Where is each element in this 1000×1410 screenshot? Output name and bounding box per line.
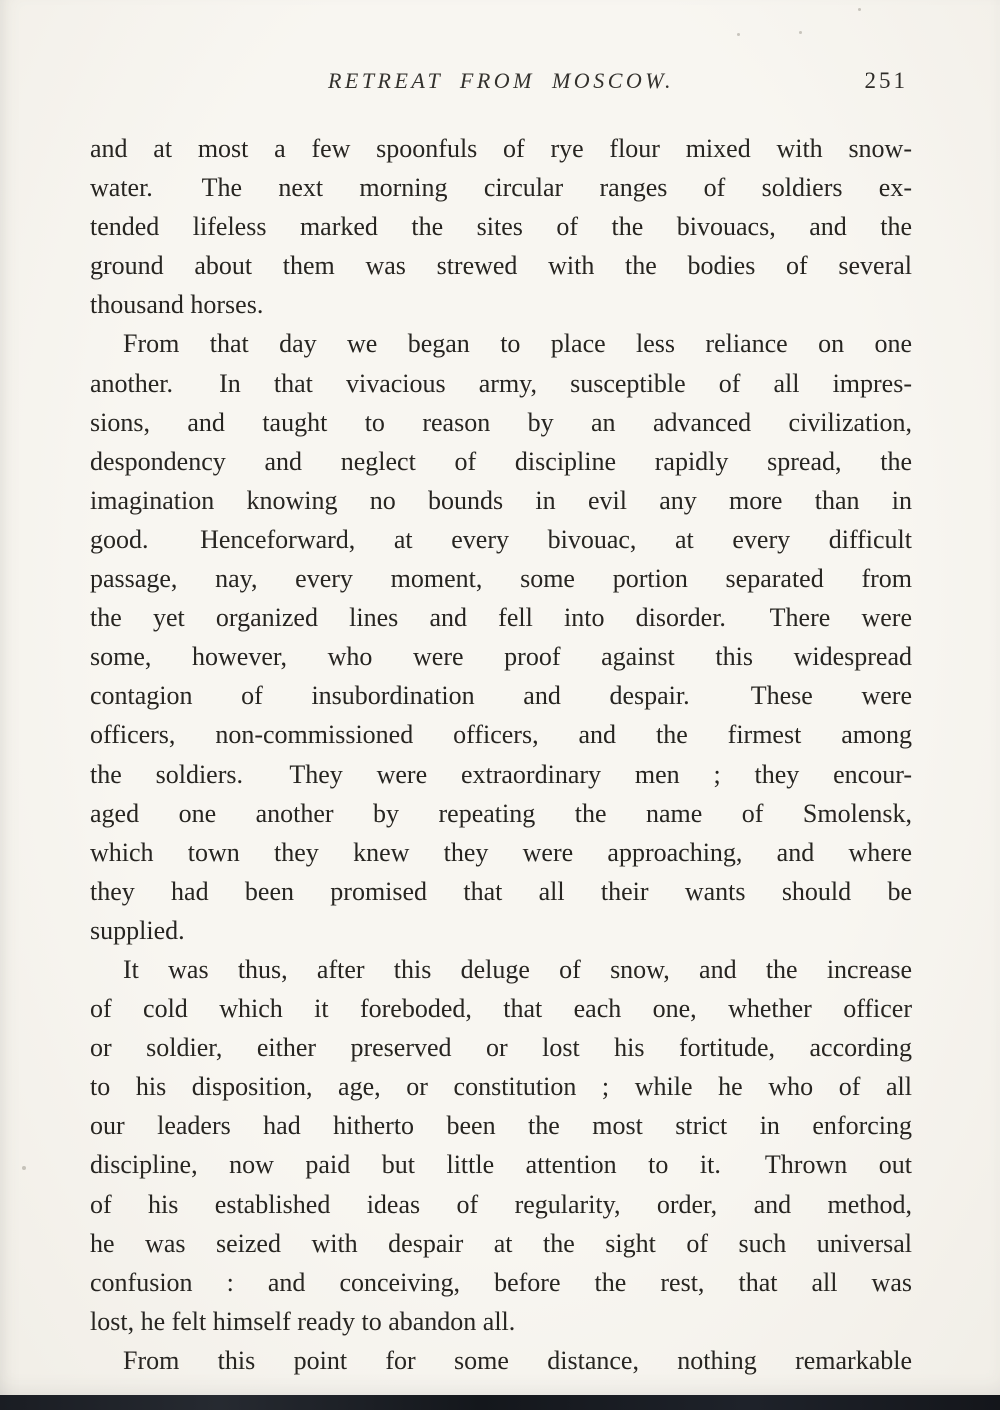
- text-line: sions, and taught to reason by an advanced civilization,: [90, 407, 912, 437]
- text-line: which town they knew they were approaching, and where: [90, 837, 912, 867]
- text-line: of his established ideas of regularity, order, and method,: [90, 1189, 912, 1219]
- scan-speck: [22, 1166, 26, 1170]
- text-line: It was thus, after this deluge of snow, and the increase: [123, 954, 912, 984]
- text-line: passage, nay, every moment, some portion separated from: [90, 564, 912, 594]
- page-header: [90, 68, 912, 102]
- text-line: the yet organized lines and fell into disorder. There were: [90, 603, 912, 633]
- text-line: our leaders had hitherto been the most strict in enforcing: [90, 1111, 912, 1141]
- text-line: and at most a few spoonfuls of rye flour mixed with snow-: [90, 134, 912, 163]
- text-line: aged one another by repeating the name of Smolensk,: [90, 798, 912, 828]
- text-line: imagination knowing no bounds in evil any more than in: [90, 485, 912, 515]
- text-line: ground about them was strewed with the bodies of several: [90, 251, 912, 281]
- scan-speck: [858, 8, 861, 11]
- scan-edge-bottom: [0, 1395, 1000, 1410]
- text-line: lost, he felt himself ready to abandon all.: [90, 1306, 516, 1336]
- text-line: contagion of insubordination and despair. These were: [90, 681, 912, 711]
- text-line: From that day we began to place less reliance on one: [123, 329, 912, 359]
- text-line: some, however, who were proof against this widespread: [90, 642, 912, 672]
- text-line: good. Henceforward, at every bivouac, at every difficult: [90, 524, 912, 554]
- page-number: 251: [864, 68, 908, 93]
- text-line: to his disposition, age, or constitution ; while he who of all: [90, 1072, 912, 1102]
- scan-speck: [799, 31, 802, 34]
- text-line: despondency and neglect of discipline rapidly spread, the: [90, 446, 912, 476]
- text-line: another. In that vivacious army, susceptible of all impres-: [90, 368, 912, 398]
- text-line: From this point for some distance, nothing remarkable: [123, 1345, 912, 1375]
- text-line: or soldier, either preserved or lost his fortitude, according: [90, 1033, 912, 1063]
- text-line: thousand horses.: [90, 290, 264, 320]
- text-line: tended lifeless marked the sites of the bivouacs, and the: [90, 212, 912, 242]
- text-line: supplied.: [90, 915, 185, 945]
- text-line: discipline, now paid but little attention to it. Thrown out: [90, 1150, 912, 1180]
- text-line: they had been promised that all their wants should be: [90, 876, 912, 906]
- text-line: water. The next morning circular ranges of soldiers ex-: [90, 173, 912, 203]
- text-line: of cold which it foreboded, that each one, whether officer: [90, 994, 912, 1024]
- text-line: the soldiers. They were extraordinary men ; they encour-: [90, 759, 912, 789]
- scan-speck: [737, 33, 740, 36]
- text-line: officers, non-commissioned officers, and the firmest among: [90, 720, 912, 750]
- running-title: RETREAT FROM MOSCOW.: [327, 68, 675, 93]
- text-line: confusion : and conceiving, before the rest, that all was: [90, 1267, 912, 1297]
- text-line: he was seized with despair at the sight of such universal: [90, 1228, 912, 1258]
- page-body: [90, 129, 912, 1380]
